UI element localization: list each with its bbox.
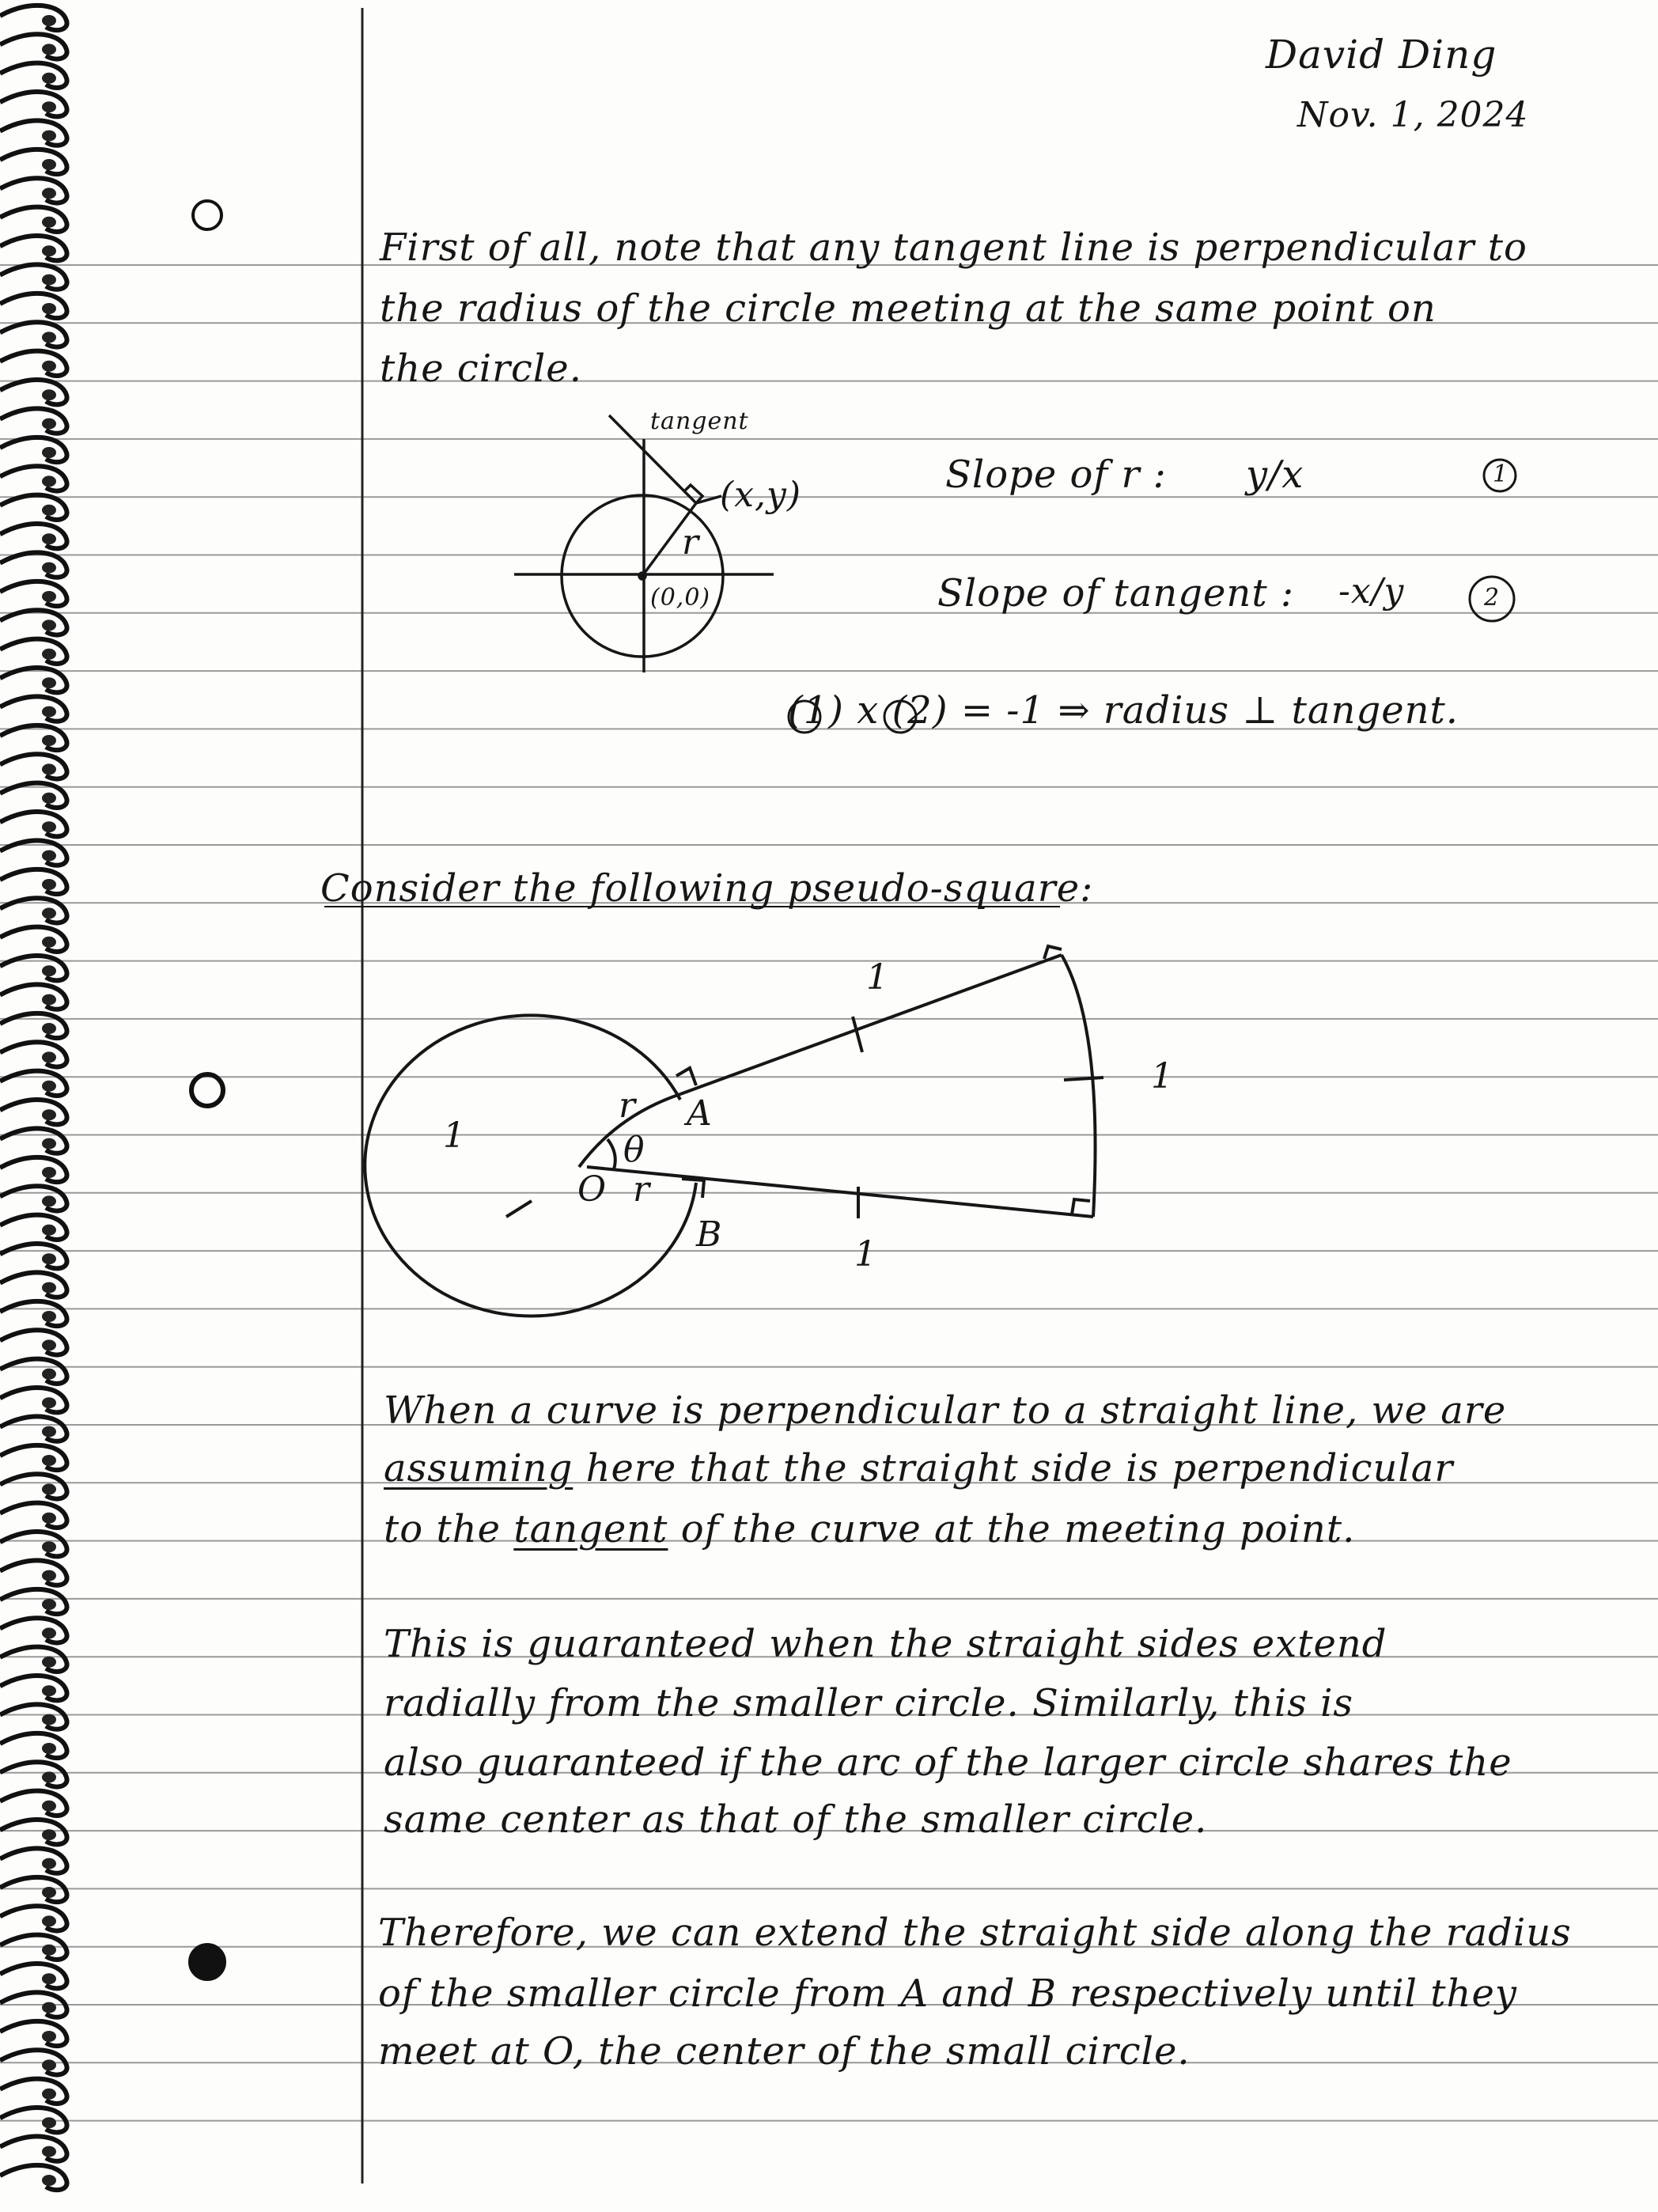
spiral-coil — [0, 1445, 67, 1470]
spiral-hole — [42, 1685, 56, 1696]
spiral-hole — [42, 1195, 56, 1206]
spiral-hole — [42, 1339, 56, 1350]
spiral-hole — [42, 793, 56, 804]
pseudo-square-diagram — [365, 946, 1103, 1316]
spiral-coil — [0, 294, 67, 318]
spiral-coil — [0, 6, 67, 30]
spiral-hole — [42, 1051, 56, 1062]
spiral-hole — [42, 1771, 56, 1782]
spiral-hole — [42, 1455, 56, 1466]
spiral-coil — [0, 1301, 67, 1326]
spiral-coil — [0, 264, 67, 289]
spiral-coil — [0, 1704, 67, 1729]
spiral-hole — [42, 1167, 56, 1178]
spiral-hole — [42, 1109, 56, 1120]
spiral-coil — [0, 236, 67, 260]
spiral-hole — [42, 677, 56, 688]
spiral-hole — [42, 907, 56, 919]
spiral-hole — [42, 706, 56, 718]
label-r-lower: r — [633, 1169, 651, 1210]
spiral-coil — [0, 2079, 67, 2104]
spiral-hole — [42, 331, 56, 343]
section5-line-1: Therefore, we can extend the straight side along the radius — [378, 1911, 1572, 1955]
spiral-coil — [0, 207, 67, 232]
spiral-coil — [0, 898, 67, 922]
spiral-hole — [42, 361, 56, 372]
tick-circle — [506, 1201, 532, 1217]
spiral-coil — [0, 552, 67, 577]
diagram1-radius-label: r — [682, 522, 700, 562]
spiral-hole — [42, 1513, 56, 1524]
spiral-coil — [0, 1186, 67, 1210]
spiral-coil — [0, 1330, 67, 1354]
spiral-coil — [0, 178, 67, 203]
spiral-hole — [42, 101, 56, 112]
spiral-coil — [0, 1474, 67, 1498]
spiral-hole — [42, 1801, 56, 1812]
small-circle — [365, 1015, 696, 1316]
spiral-hole — [42, 619, 56, 631]
spiral-coil — [0, 581, 67, 606]
label-side-right: 1 — [1151, 1056, 1174, 1097]
lower-straight-side — [587, 1167, 1093, 1217]
section4-line-4: same center as that of the smaller circle. — [384, 1797, 1208, 1842]
spiral-hole — [42, 1138, 56, 1150]
spiral-hole — [42, 131, 56, 142]
spiral-coil — [0, 1215, 67, 1240]
section1-line-3: the circle. — [380, 347, 582, 391]
spiral-coil — [0, 1503, 67, 1528]
marker-1: 1 — [1493, 460, 1509, 488]
spiral-coil — [0, 1964, 67, 1988]
spiral-coil — [0, 1791, 67, 1816]
spiral-hole — [42, 217, 56, 228]
spiral-hole — [42, 1973, 56, 1984]
spiral-hole — [42, 2117, 56, 2128]
spiral-hole — [42, 1483, 56, 1494]
spiral-hole — [42, 389, 56, 400]
spiral-coil — [0, 610, 67, 634]
spiral-hole — [42, 159, 56, 170]
spiral-hole — [42, 1253, 56, 1264]
spiral-hole — [42, 73, 56, 84]
spiral-hole — [42, 1915, 56, 1926]
spiral-hole — [42, 44, 56, 55]
tangent-diagram — [514, 415, 774, 672]
slope-tangent-label: Slope of tangent : — [937, 571, 1295, 615]
spiral-hole — [42, 275, 56, 286]
spiral-hole — [42, 447, 56, 458]
theta-arc — [608, 1139, 615, 1169]
spiral-coil — [0, 984, 67, 1009]
punch-hole-bottom — [190, 1945, 225, 1979]
spiral-coil — [0, 696, 67, 721]
spiral-coil — [0, 1416, 67, 1441]
spiral-hole — [42, 533, 56, 544]
spiral-coil — [0, 1244, 67, 1268]
spiral-coil — [0, 1359, 67, 1384]
spiral-hole — [42, 591, 56, 602]
spiral-coil — [0, 351, 67, 376]
spiral-binding — [0, 6, 67, 2190]
spiral-hole — [42, 1714, 56, 1725]
spiral-coil — [0, 1906, 67, 1930]
spiral-hole — [42, 735, 56, 746]
spiral-hole — [42, 2146, 56, 2157]
spiral-hole — [42, 1627, 56, 1638]
spiral-hole — [42, 1081, 56, 1092]
spiral-coil — [0, 2021, 67, 2046]
section3-line-3-post: of the curve at the meeting point. — [668, 1507, 1356, 1551]
spiral-coil — [0, 408, 67, 433]
tangent-emphasis: tangent — [513, 1507, 668, 1551]
spiral-hole — [42, 1225, 56, 1236]
spiral-coil — [0, 1042, 67, 1066]
spiral-hole — [42, 994, 56, 1006]
spiral-hole — [42, 1858, 56, 1869]
perpendicular-conclusion: (1) x (2) = -1 ⇒ radius ⊥ tangent. — [788, 688, 1459, 733]
spiral-coil — [0, 34, 67, 59]
tick-arc — [1064, 1078, 1103, 1080]
section5-line-2: of the smaller circle from A and B respectively until they — [378, 1971, 1517, 2016]
section1-line-1: First of all, note that any tangent line is perpendicular to — [380, 225, 1527, 270]
spiral-hole — [42, 850, 56, 862]
label-side-top: 1 — [866, 957, 889, 998]
spiral-coil — [0, 639, 67, 664]
tick-upper — [853, 1017, 862, 1052]
spiral-coil — [0, 63, 67, 88]
spiral-hole — [42, 1541, 56, 1552]
diagram1-point-label: (x,y) — [720, 475, 801, 515]
spiral-hole — [42, 1599, 56, 1610]
spiral-hole — [42, 649, 56, 660]
spiral-coil — [0, 812, 67, 836]
spiral-hole — [42, 2089, 56, 2100]
spiral-coil — [0, 927, 67, 952]
spiral-coil — [0, 466, 67, 491]
date: Nov. 1, 2024 — [1297, 95, 1529, 135]
slope-r-label: Slope of r : — [945, 453, 1167, 497]
slope-tangent-value: -x/y — [1338, 571, 1405, 612]
spiral-coil — [0, 1157, 67, 1182]
diagram1-tangent-label: tangent — [650, 407, 749, 435]
label-O: O — [577, 1169, 608, 1210]
spiral-hole — [42, 245, 56, 256]
spiral-coil — [0, 1589, 67, 1614]
section3-line-3 — [384, 1507, 1355, 1551]
spiral-hole — [42, 2031, 56, 2042]
label-A: A — [687, 1093, 713, 1134]
diagram1-origin-dot — [639, 573, 645, 579]
section4-line-3: also guaranteed if the arc of the larger circle shares the — [384, 1740, 1512, 1785]
assuming-emphasis: assuming — [384, 1446, 573, 1490]
spiral-coil — [0, 92, 67, 116]
punch-hole-middle — [191, 1074, 223, 1106]
spiral-hole — [42, 303, 56, 314]
section3-line-1: When a curve is perpendicular to a straight line, we are — [384, 1388, 1507, 1433]
spiral-hole — [42, 1657, 56, 1668]
spiral-coil — [0, 1647, 67, 1672]
spiral-coil — [0, 1013, 67, 1038]
section5-line-3: meet at O, the center of the small circle. — [378, 2029, 1191, 2074]
spiral-hole — [42, 187, 56, 199]
right-angle-bottom — [1072, 1199, 1090, 1214]
spiral-hole — [42, 15, 56, 26]
spiral-hole — [42, 2002, 56, 2013]
label-B: B — [696, 1214, 723, 1255]
spiral-coil — [0, 1762, 67, 1786]
spiral-hole — [42, 763, 56, 775]
label-theta: θ — [623, 1130, 645, 1170]
author-name: David Ding — [1266, 32, 1497, 78]
spiral-coil — [0, 322, 67, 347]
spiral-coil — [0, 1128, 67, 1153]
spiral-hole — [42, 419, 56, 430]
spiral-hole — [42, 1369, 56, 1380]
spiral-hole — [42, 1945, 56, 1956]
spiral-coil — [0, 1848, 67, 1873]
spiral-coil — [0, 1071, 67, 1096]
spiral-hole — [42, 2175, 56, 2186]
spiral-coil — [0, 150, 67, 174]
section4-line-1: This is guaranteed when the straight sides extend — [384, 1622, 1387, 1666]
section3-line-2-rest: here that the straight side is perpendicular — [573, 1446, 1454, 1490]
spiral-hole — [42, 1887, 56, 1898]
spiral-hole — [42, 1570, 56, 1581]
spiral-coil — [0, 1532, 67, 1556]
spiral-coil — [0, 120, 67, 145]
label-side-left: 1 — [443, 1115, 466, 1156]
spiral-coil — [0, 1877, 67, 1902]
spiral-hole — [42, 1743, 56, 1754]
spiral-hole — [42, 879, 56, 890]
section4-line-2: radially from the smaller circle. Similarly, this is — [384, 1681, 1354, 1725]
spiral-coil — [0, 1388, 67, 1412]
spiral-hole — [42, 1023, 56, 1034]
spiral-coil — [0, 524, 67, 548]
label-r-upper: r — [619, 1085, 637, 1126]
spiral-coil — [0, 956, 67, 980]
ruled-lines — [0, 265, 1658, 2121]
spiral-hole — [42, 1397, 56, 1408]
spiral-hole — [42, 505, 56, 516]
spiral-hole — [42, 562, 56, 574]
spiral-hole — [42, 1282, 56, 1293]
spiral-coil — [0, 1733, 67, 1758]
spiral-hole — [42, 937, 56, 948]
spiral-coil — [0, 1560, 67, 1585]
spiral-coil — [0, 380, 67, 404]
spiral-hole — [42, 965, 56, 976]
spiral-hole — [42, 1311, 56, 1322]
spiral-coil — [0, 1272, 67, 1297]
spiral-coil — [0, 495, 67, 520]
section3-line-2 — [384, 1446, 1453, 1490]
label-side-bottom: 1 — [854, 1234, 877, 1275]
spiral-hole — [42, 2059, 56, 2070]
slope-r-value: y/x — [1246, 453, 1304, 497]
spiral-coil — [0, 1676, 67, 1700]
spiral-coil — [0, 437, 67, 462]
spiral-coil — [0, 1618, 67, 1642]
spiral-hole — [42, 475, 56, 487]
diagram1-origin-label: (0,0) — [650, 584, 711, 612]
outer-arc-side — [1062, 955, 1096, 1217]
spiral-coil — [0, 754, 67, 778]
marker-2: 2 — [1484, 584, 1501, 612]
spiral-coil — [0, 2165, 67, 2190]
section3-line-3-pre: to the — [384, 1507, 514, 1551]
spiral-coil — [0, 869, 67, 894]
spiral-coil — [0, 1100, 67, 1124]
spiral-hole — [42, 1829, 56, 1840]
spiral-hole — [42, 1426, 56, 1437]
spiral-coil — [0, 1820, 67, 1844]
punch-hole-top — [193, 201, 221, 229]
section1-line-2: the radius of the circle meeting at the same point on — [380, 286, 1437, 331]
spiral-hole — [42, 821, 56, 832]
pseudo-square-intro: Consider the following pseudo-square: — [320, 866, 1094, 911]
spiral-coil — [0, 2136, 67, 2161]
